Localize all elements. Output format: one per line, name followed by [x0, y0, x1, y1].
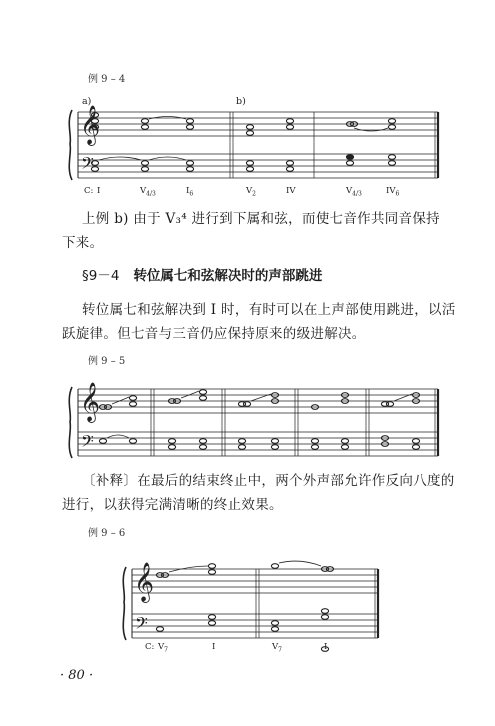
- chord-label: $I_6$: [186, 186, 194, 198]
- section-title: 转位属七和弦解决时的声部跳进: [133, 268, 323, 284]
- chord-label: $IV_6$: [386, 186, 400, 198]
- section-heading: [82, 264, 322, 284]
- bass-notes: [91, 155, 395, 172]
- chord-label: I: [212, 642, 216, 652]
- page-number: · 80 ·: [60, 668, 94, 683]
- paragraph-3-line-1: 〔补释〕在最后的结束终止中，两个外声部允许作反向八度的: [82, 473, 455, 489]
- chord-label: I: [324, 642, 328, 652]
- chord-label: I: [97, 186, 101, 196]
- section-a-label: a): [82, 96, 92, 107]
- chord-label: $V_{4/3}$: [140, 186, 156, 198]
- example-label-9-4: 例 9 – 4: [88, 74, 126, 85]
- paragraph-2-line-1: 转位属七和弦解决到 I 时，有时可以在上声部使用跳进，以活: [82, 302, 456, 318]
- grand-staff-9-4: [69, 110, 438, 180]
- chord-label-key: C:: [145, 642, 155, 652]
- paragraph-1-line-1: 上例 b) 由于 V₃⁴ 进行到下属和弦，而使七音作共同音保持: [82, 211, 440, 227]
- treble-clef-icon: 𝄞: [80, 105, 101, 145]
- paragraph-3-line-2: 进行，以获得完满清晰的终止效果。: [62, 497, 283, 513]
- grand-staff-9-6: [123, 561, 378, 651]
- example-label-9-5: 例 9 – 5: [88, 356, 126, 367]
- treble-clef-icon: 𝄞: [80, 382, 101, 422]
- treble-clef-icon: 𝄞: [134, 562, 155, 602]
- chord-label-key: C:: [84, 186, 94, 196]
- grand-staff-9-5: [69, 387, 438, 458]
- section-number: §9－4: [82, 268, 120, 284]
- chord-label: $V_2$: [246, 186, 256, 198]
- treble-staff-lines: [78, 112, 438, 136]
- bass-clef-icon: 𝄢: [81, 153, 94, 177]
- chord-label: IV: [286, 186, 296, 196]
- bass-clef-icon: 𝄢: [135, 613, 148, 637]
- bass-clef-icon: 𝄢: [81, 431, 94, 455]
- paragraph-2-line-2: 跃旋律。但七音与三音仍应保持原来的级进解决。: [62, 326, 366, 342]
- chord-label: $V_7$: [158, 642, 168, 654]
- example-label-9-6: 例 9 – 6: [88, 528, 126, 539]
- chord-label: $V_{4/3}$: [346, 186, 362, 198]
- section-b-label: b): [236, 96, 246, 107]
- chord-label: $V_7$: [272, 642, 282, 654]
- paragraph-1-line-2: 下来。: [62, 235, 104, 251]
